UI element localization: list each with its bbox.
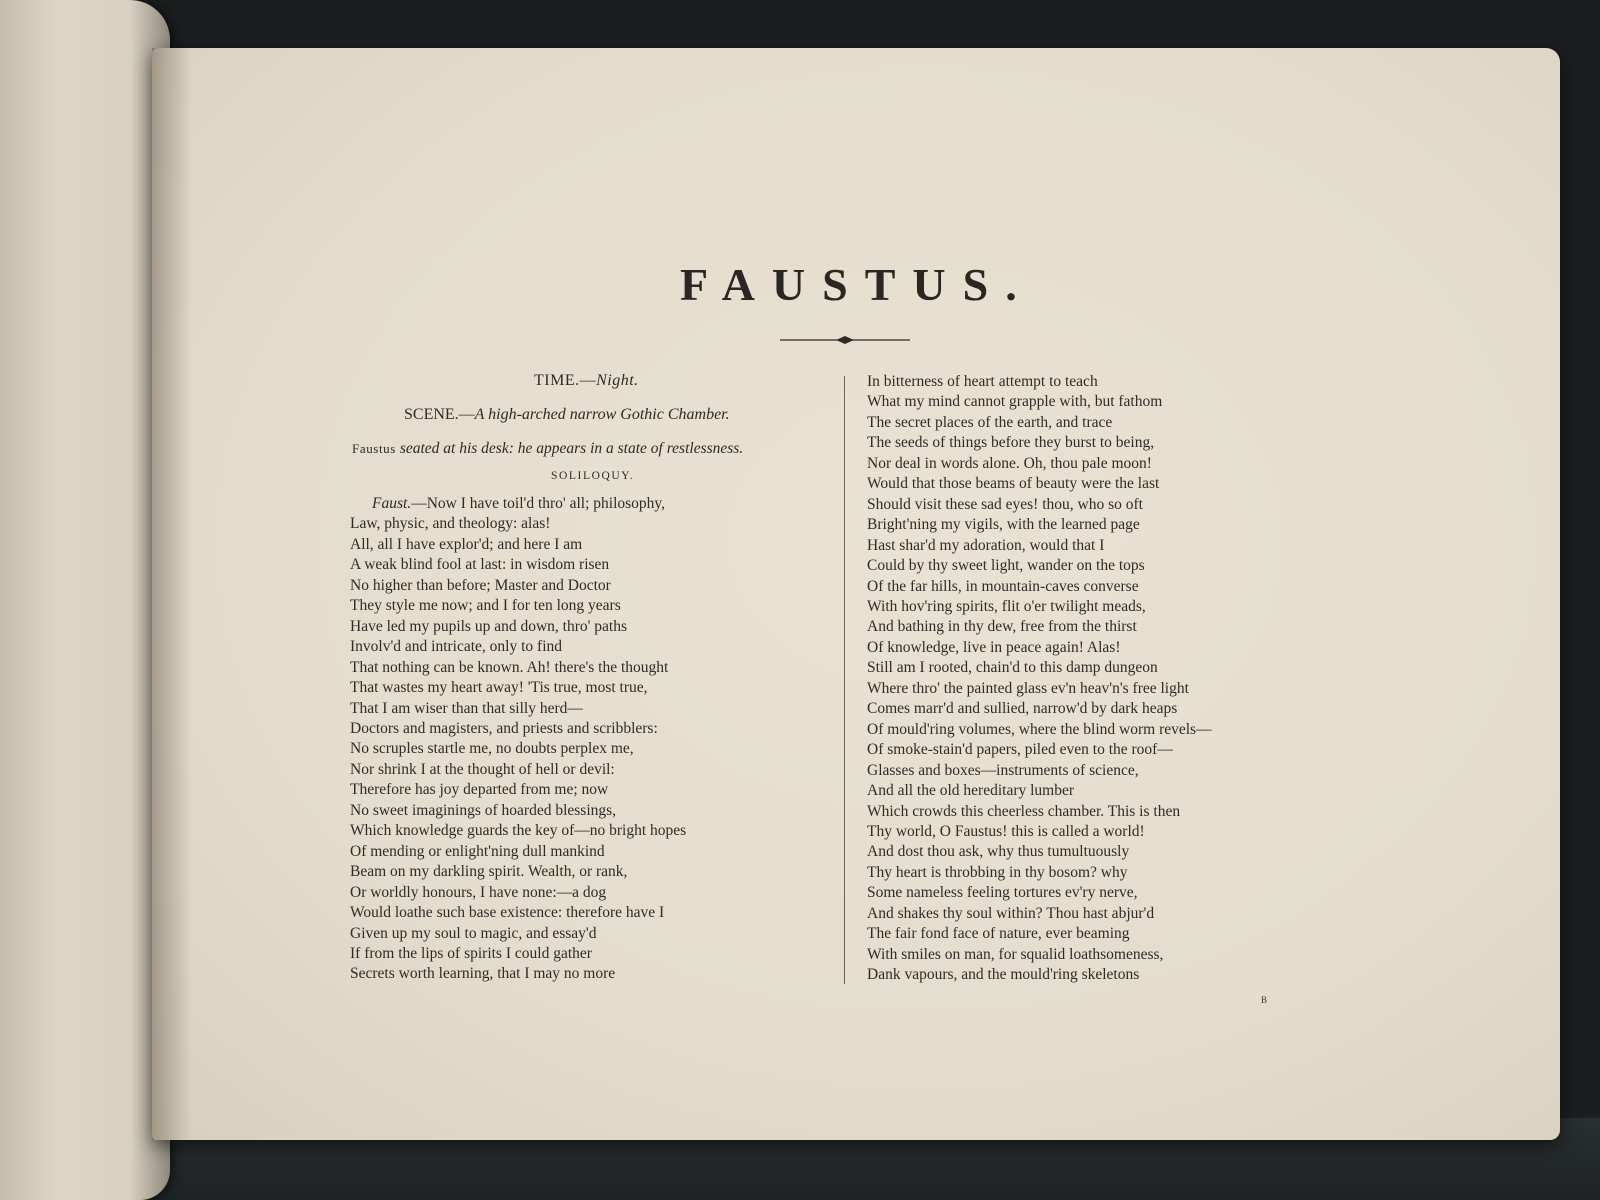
verse-line: Where thro' the painted glass ev'n heav'n's free light	[867, 679, 1189, 697]
verse-line: A weak blind fool at last: in wisdom risen	[350, 556, 610, 574]
verse-line: Secrets worth learning, that I may no more	[350, 965, 616, 983]
verse-line: Would loathe such base existence: therefore have I	[350, 904, 665, 922]
verse-line: Thy heart is throbbing in thy bosom? why	[867, 863, 1128, 881]
verse-line: The secret places of the earth, and trace	[867, 413, 1113, 431]
verse-line: Therefore has joy departed from me; now	[350, 781, 609, 799]
verse-line: No sweet imaginings of hoarded blessings,	[350, 801, 617, 819]
time-label: TIME.—	[534, 372, 597, 389]
verse-line: No higher than before; Master and Doctor	[350, 576, 611, 594]
verse-line: They style me now; and I for ten long years	[350, 597, 621, 615]
verse-line: Have led my pupils up and down, thro' paths	[350, 617, 628, 635]
scene-value: A high-arched narrow Gothic Chamber.	[474, 406, 730, 423]
stage-direction	[352, 440, 743, 458]
verse-line	[350, 494, 686, 514]
verse-line: Glasses and boxes—instruments of science,	[867, 761, 1139, 779]
verse-text: —Now I have toil'd thro' all; philosophy,	[411, 495, 666, 512]
verse-line: With smiles on man, for squalid loathsomeness,	[867, 945, 1164, 963]
title-ornament-icon	[780, 332, 910, 348]
verse-line: Should visit these sad eyes! thou, who so oft	[867, 495, 1143, 513]
verse-line: With hov'ring spirits, flit o'er twilight meads,	[867, 597, 1146, 615]
verse-line: Dank vapours, and the mould'ring skeletons	[867, 966, 1140, 984]
verse-line: Of mending or enlight'ning dull mankind	[350, 842, 605, 860]
page-gutter-shadow	[152, 48, 192, 1140]
verse-line: And all the old hereditary lumber	[867, 782, 1075, 800]
page-title: FAUSTUS.	[680, 259, 1034, 310]
signature-mark: B	[1261, 995, 1268, 1005]
verse-line: No scruples startle me, no doubts perplex me,	[350, 740, 634, 758]
verse-line: Could by thy sweet light, wander on the tops	[867, 557, 1145, 575]
verse-line: The fair fond face of nature, ever beaming	[867, 925, 1130, 943]
verse-line: Of the far hills, in mountain-caves converse	[867, 577, 1139, 595]
verse-line: If from the lips of spirits I could gather	[350, 944, 592, 962]
verse-line: That I am wiser than that silly herd—	[350, 699, 583, 717]
verse-line: Of mould'ring volumes, where the blind worm revels—	[867, 720, 1212, 738]
verse-line: Given up my soul to magic, and essay'd	[350, 924, 597, 942]
verse-line: Which knowledge guards the key of—no bright hopes	[350, 822, 687, 840]
section-heading: SOLILOQUY.	[551, 470, 635, 482]
verse-line: Still am I rooted, chain'd to this damp dungeon	[867, 659, 1158, 677]
verse-line: Some nameless feeling tortures ev'ry nerve,	[867, 884, 1138, 902]
column-divider	[844, 376, 845, 984]
left-page-edge	[0, 0, 170, 1200]
scene-label: SCENE.—	[404, 406, 475, 423]
right-verse-column	[867, 372, 1212, 986]
verse-line: Comes marr'd and sullied, narrow'd by dark heaps	[867, 700, 1178, 718]
verse-line: Beam on my darkling spirit. Wealth, or rank,	[350, 863, 628, 881]
time-value: Night.	[596, 372, 639, 389]
stage-direction-text: seated at his desk: he appears in a state of restlessness.	[395, 440, 744, 457]
verse-line: All, all I have explor'd; and here I am	[350, 535, 583, 553]
verse-line: And bathing in thy dew, free from the thirst	[867, 618, 1137, 636]
speaker-name: Faust.	[372, 495, 412, 512]
verse-line: Of knowledge, live in peace again! Alas!	[867, 638, 1121, 656]
verse-line: Law, physic, and theology: alas!	[350, 515, 551, 533]
verse-line: Thy world, O Faustus! this is called a world!	[867, 822, 1145, 840]
verse-line: Doctors and magisters, and priests and scribblers:	[350, 719, 658, 737]
verse-line: Which crowds this cheerless chamber. This is then	[867, 802, 1181, 820]
verse-line: That nothing can be known. Ah! there's the thought	[350, 658, 669, 676]
verse-line: What my mind cannot grapple with, but fathom	[867, 393, 1163, 411]
stage-direction-name: Faustus	[352, 441, 396, 456]
verse-line: The seeds of things before they burst to being,	[867, 434, 1155, 452]
verse-line: Nor deal in words alone. Oh, thou pale moon!	[867, 454, 1152, 472]
left-verse-column	[350, 494, 686, 985]
time-heading	[534, 372, 639, 390]
scene-heading	[404, 406, 730, 424]
verse-line: Bright'ning my vigils, with the learned page	[867, 516, 1140, 534]
verse-line: Of smoke-stain'd papers, piled even to the roof—	[867, 741, 1173, 759]
verse-line: And shakes thy soul within? Thou hast abjur'd	[867, 904, 1155, 922]
verse-line: Or worldly honours, I have none:—a dog	[350, 883, 607, 901]
verse-line: That wastes my heart away! 'Tis true, most true,	[350, 679, 648, 697]
verse-line: Hast shar'd my adoration, would that I	[867, 536, 1105, 554]
verse-line: In bitterness of heart attempt to teach	[867, 373, 1098, 390]
verse-line: Involv'd and intricate, only to find	[350, 638, 562, 656]
verse-line: Would that those beams of beauty were the last	[867, 475, 1160, 493]
verse-line: Nor shrink I at the thought of hell or devil:	[350, 760, 615, 778]
verse-line: And dost thou ask, why thus tumultuously	[867, 843, 1130, 861]
